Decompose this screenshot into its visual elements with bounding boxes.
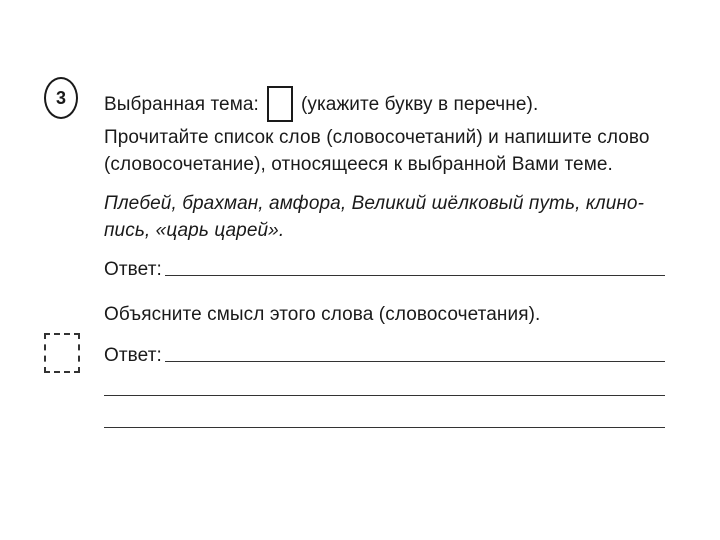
theme-hint: (укажите букву в перечне). [300, 94, 539, 115]
instruction-line-2: (словосочетание), относящееся к выбранной Вами теме. [104, 154, 613, 175]
instruction-line-1: Прочитайте список слов (словосочетаний) и напишите слово [104, 127, 650, 148]
answer-label-1: Ответ: [104, 259, 162, 280]
answer-label-2: Ответ: [104, 345, 162, 366]
answer-line-3[interactable] [104, 395, 665, 396]
explain-prompt: Объясните смысл этого слова (словосочетания). [104, 304, 541, 325]
task-number-badge: 3 [44, 77, 78, 119]
score-box[interactable] [44, 333, 80, 373]
theme-label: Выбранная тема: [104, 94, 259, 115]
word-list-line-1: Плебей, брахман, амфора, Великий шёлковый путь, клино- [104, 193, 645, 214]
answer-line-4[interactable] [104, 427, 665, 428]
theme-letter-box[interactable] [267, 86, 293, 122]
theme-selection-line [104, 86, 538, 122]
word-list-line-2: пись, «царь царей». [104, 220, 285, 241]
answer-line-2[interactable] [165, 361, 665, 362]
answer-line-1[interactable] [165, 275, 665, 276]
